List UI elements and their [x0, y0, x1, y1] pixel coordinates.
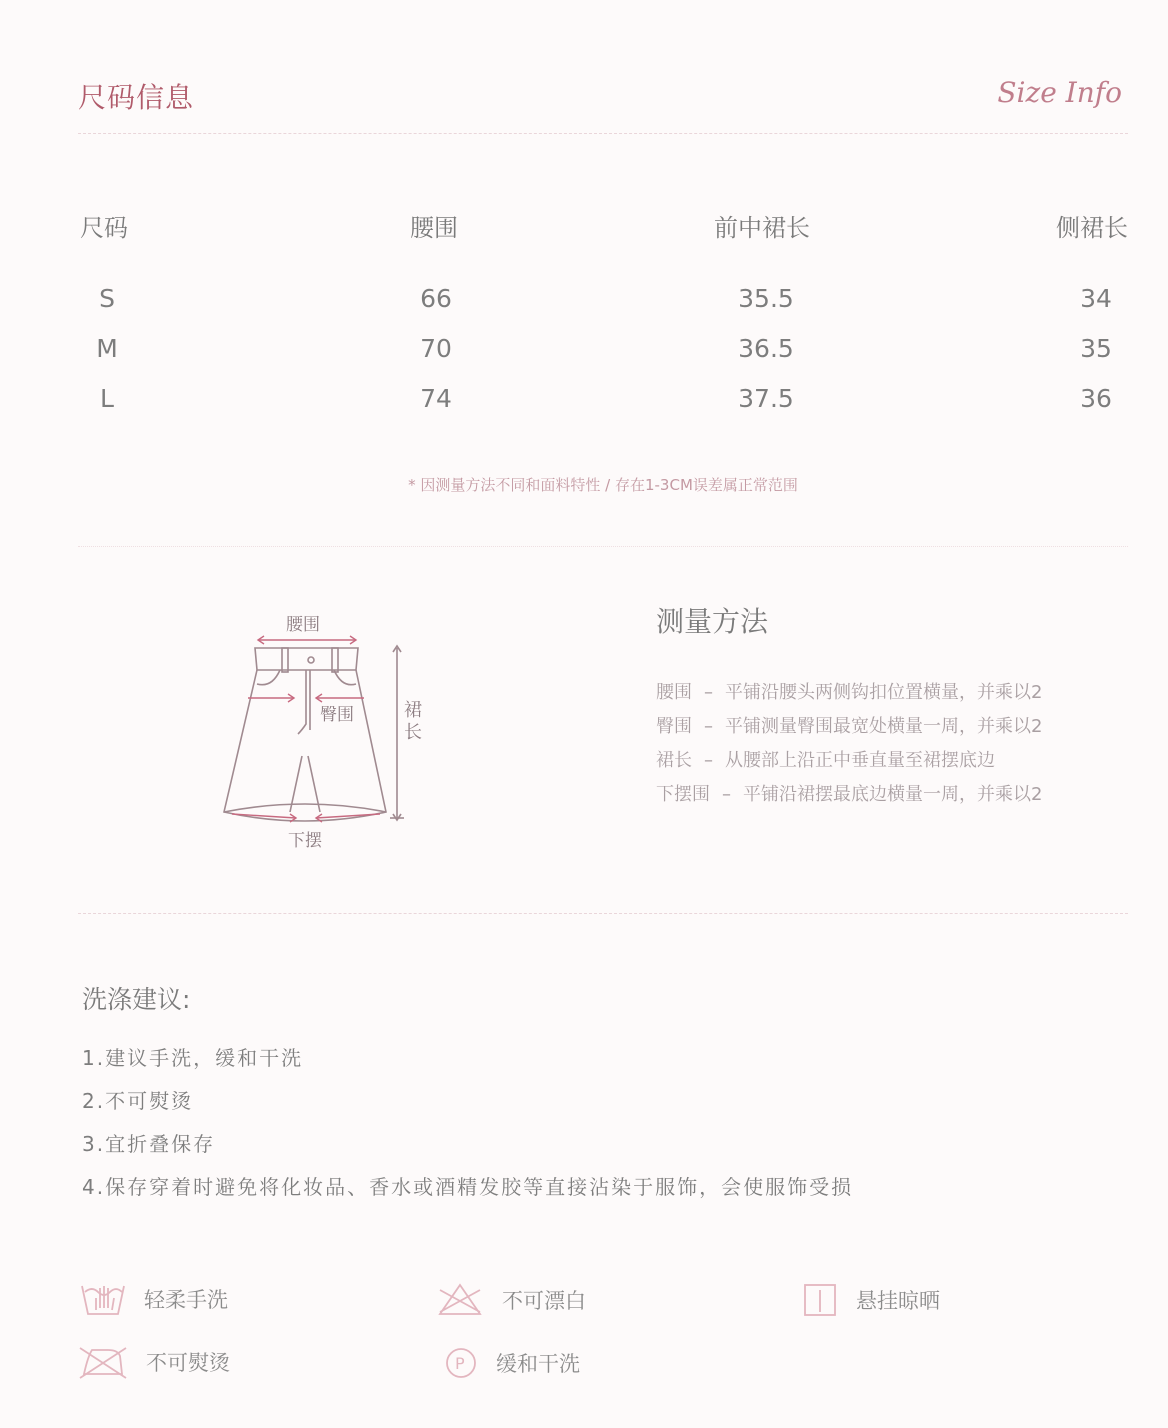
diagram-label-hip: 臀围	[320, 705, 354, 725]
wash-item: 4.保存穿着时避免将化妆品、香水或酒精发胶等直接沾染于服饰，会使服饰受损	[82, 1175, 854, 1199]
table-cell: 34	[1080, 284, 1112, 313]
size-note: * 因测量方法不同和面料特性 / 存在1-3CM误差属正常范围	[408, 476, 798, 494]
care-label: 悬挂晾晒	[856, 1289, 940, 1313]
divider	[78, 913, 1128, 914]
table-cell: 70	[420, 334, 452, 363]
hand-wash-icon	[80, 1280, 126, 1318]
table-cell: 35.5	[738, 284, 794, 313]
measure-item: 臀围 – 平铺测量臀围最宽处横量一周，并乘以2	[656, 716, 1043, 737]
table-cell: 35	[1080, 334, 1112, 363]
wash-title: 洗涤建议:	[82, 985, 191, 1014]
measure-item: 裙长 – 从腰部上沿正中垂直量至裙摆底边	[656, 750, 995, 771]
table-cell: 37.5	[738, 384, 794, 413]
no-bleach-icon	[436, 1282, 484, 1318]
measure-desc: 平铺测量臀围最宽处横量一周，并乘以2	[725, 716, 1043, 737]
table-cell: S	[99, 284, 115, 313]
divider	[78, 133, 1128, 134]
table-cell: L	[100, 384, 114, 413]
col-header-size: 尺码	[80, 214, 128, 242]
measure-name: 腰围	[656, 682, 692, 703]
dry-clean-icon	[444, 1346, 478, 1380]
col-header-front-length: 前中裙长	[714, 214, 810, 242]
table-cell: 36	[1080, 384, 1112, 413]
measure-item: 下摆围 – 平铺沿裙摆最底边横量一周，并乘以2	[656, 784, 1043, 805]
care-item	[444, 1346, 580, 1380]
measure-name: 裙长	[656, 750, 692, 771]
col-header-side-length: 侧裙长	[1056, 214, 1128, 242]
divider	[78, 546, 1128, 547]
measure-item: 腰围 – 平铺沿腰头两侧钩扣位置横量，并乘以2	[656, 682, 1043, 703]
svg-text:P: P	[455, 1354, 465, 1373]
wash-item: 2.不可熨烫	[82, 1089, 194, 1113]
care-item	[78, 1344, 230, 1380]
hang-dry-icon	[802, 1282, 838, 1318]
care-label: 不可熨烫	[146, 1351, 230, 1375]
table-cell: 66	[420, 284, 452, 313]
table-cell: 74	[420, 384, 452, 413]
measure-desc: 平铺沿裙摆最底边横量一周，并乘以2	[743, 784, 1043, 805]
no-iron-icon	[78, 1344, 128, 1380]
measure-name: 下摆围	[656, 784, 710, 805]
wash-item: 3.宜折叠保存	[82, 1132, 216, 1156]
measure-desc: 平铺沿腰头两侧钩扣位置横量，并乘以2	[725, 682, 1043, 703]
section-title: 尺码信息	[78, 81, 195, 114]
section-title-en: Size Info	[997, 76, 1122, 109]
care-label: 轻柔手洗	[144, 1288, 228, 1312]
col-header-waist: 腰围	[410, 214, 458, 242]
table-cell: M	[96, 334, 118, 363]
measure-name: 臀围	[656, 716, 692, 737]
care-item	[802, 1282, 940, 1318]
care-label: 不可漂白	[502, 1289, 586, 1313]
measure-desc: 从腰部上沿正中垂直量至裙摆底边	[725, 750, 995, 771]
wash-item: 1.建议手洗，缓和干洗	[82, 1046, 304, 1070]
diagram-label-length: 裙长	[404, 700, 422, 743]
measure-title: 测量方法	[656, 605, 769, 638]
care-item	[80, 1280, 228, 1318]
table-cell: 36.5	[738, 334, 794, 363]
care-item	[436, 1282, 586, 1318]
diagram-label-hem: 下摆	[288, 831, 322, 851]
diagram-label-waist: 腰围	[286, 615, 320, 635]
care-label: 缓和干洗	[496, 1352, 580, 1376]
